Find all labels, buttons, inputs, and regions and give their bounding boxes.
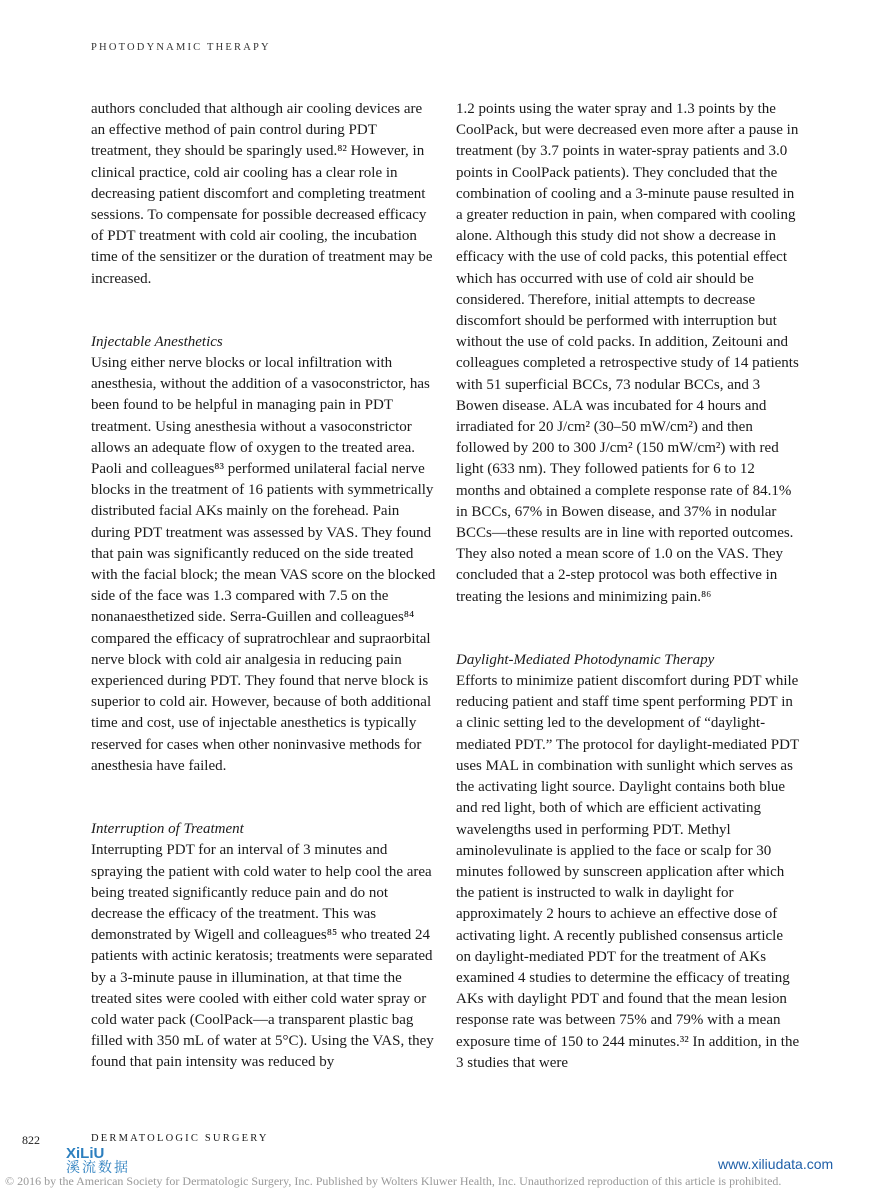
paragraph: Efforts to minimize patient discomfort during PDT while reducing patient and staff time spent performing PDT in a clinic setting led to the development of “daylight-mediated PDT.” The protocol for daylight-mediated PDT uses MAL in combination with sunlight which serves as the activating light source. Daylight contains both blue and red light, both of which are efficient activating wavelengths used in performing PDT. Methyl aminolevulinate is applied to the face or scalp for 30 minutes followed by sunscreen application after which the patient is instructed to walk in daylight for approximately 2 hours to achieve an effective dose of activating light. A recently published consensus article on daylight-mediated PDT for the treatment of AKs examined 4 studies to determine the efficacy of treating AKs with daylight PDT and found that the mean lesion response rate was between 75% and 79% with a mean exposure time of 150 to 244 minutes.³² In addition, in the 3 studies that were [456, 673, 800, 1071]
right-column [456, 99, 801, 1074]
paragraph: authors concluded that although air cooling devices are an effective method of pain control during PDT treatment, they should be sparingly used.⁸² However, in clinical practice, cold air cooling has a clear role in decreasing patient discomfort and completing treatment sessions. To compensate for possible decreased efficacy of PDT treatment with cold air cooling, the incubation time of the sensitizer or the duration of treatment may be increased. [91, 101, 433, 287]
paragraph: Interrupting PDT for an interval of 3 minutes and spraying the patient with cold water to help cool the area being treated significantly reduce pain and do not decrease the efficacy of the treatment. This was demonstrated by Wigell and colleagues⁸⁵ who treated 24 patients with actinic keratosis; treatments were separated by a 3-minute pause in illumination, at that time the treated sites were cooled with either cold water spray or cold water pack (CoolPack—a transparent plastic bag filled with 350 mL of water at 5°C). Using the VAS, they found that pain intensity was reduced by [91, 842, 434, 1071]
journal-name: DERMATOLOGIC SURGERY [91, 1133, 269, 1144]
section-heading-interruption-of-treatment: Interruption of Treatment [91, 821, 244, 838]
running-head: PHOTODYNAMIC THERAPY [91, 42, 271, 53]
page-number: 822 [22, 1133, 40, 1147]
watermark-logo [66, 1146, 176, 1176]
paragraph: 1.2 points using the water spray and 1.3 points by the CoolPack, but were decreased even more after a pause in treatment (by 3.7 points in water-spray patients and 3.0 points in CoolPack patients). They concluded that the combination of cooling and a 3-minute pause resulted in a greater reduction in pain, when compared with cooling alone. Although this study did not show a decrease in efficacy with the use of cold packs, this potential effect which has occurred with use of cold air should be considered. Therefore, initial attempts to decrease discomfort should be performed with interruption but without the use of cold packs. In addition, Zeitouni and colleagues completed a retrospective study of 14 patients with 51 superficial BCCs, 73 nodular BCCs, and 3 Bowen disease. ALA was incubated for 4 hours and irradiated for 20 J/cm² (30–50 mW/cm²) and then followed by 200 to 300 J/cm² (150 mW/cm²) with red light (633 nm). They followed patients for 6 to 12 months and obtained a complete response rate of 84.1% in BCCs, 67% in Bowen disease, and 37% in nodular BCCs—these results are in line with reported outcomes. They also noted a mean score of 1.0 on the VAS. They concluded that a 2-step protocol was both effective in treating the lesions and minimizing pain.⁸⁶ [456, 101, 799, 605]
section-heading-daylight-mediated-pdt: Daylight-Mediated Photodynamic Therapy [456, 651, 715, 668]
logo-wordmark: XiLiU [66, 1145, 105, 1162]
copyright-notice: © 2016 by the American Society for Dermatologic Surgery, Inc. Published by Wolters Kluwer Health, Inc. Unauthorized reproduction of this article is prohibited. [5, 1174, 782, 1188]
watermark-url: www.xiliudata.com [718, 1156, 834, 1172]
section-heading-injectable-anesthetics: Injectable Anesthetics [91, 333, 223, 350]
left-column [91, 99, 436, 1074]
paragraph: Using either nerve blocks or local infiltration with anesthesia, without the addition of a vasoconstrictor, has been found to be helpful in managing pain in PDT treatment. Using anesthesia without a vasoconstrictor allows an adequate flow of oxygen to the treated area. Paoli and colleagues⁸³ performed unilateral facial nerve blocks in the treatment of 16 patients with symmetrically distributed facial AKs mainly on the forehead. Pain during PDT treatment was assessed by VAS. They found that pain was significantly reduced on the side treated with the facial block; the mean VAS score on the blocked side of the face was 1.3 compared with 7.5 on the nonanaesthetized side. Serra-Guillen and colleagues⁸⁴ compared the efficacy of supratrochlear and supraorbital nerve block with cold air analgesia in reducing pain experienced during PDT. They found that nerve block is superior to cold air. However, because of both additional time and cost, use of injectable anesthetics is typically reserved for cases when other noninvasive methods for anesthesia have failed. [91, 355, 436, 774]
logo-chinese-text: 溪流数据 [66, 1160, 130, 1176]
